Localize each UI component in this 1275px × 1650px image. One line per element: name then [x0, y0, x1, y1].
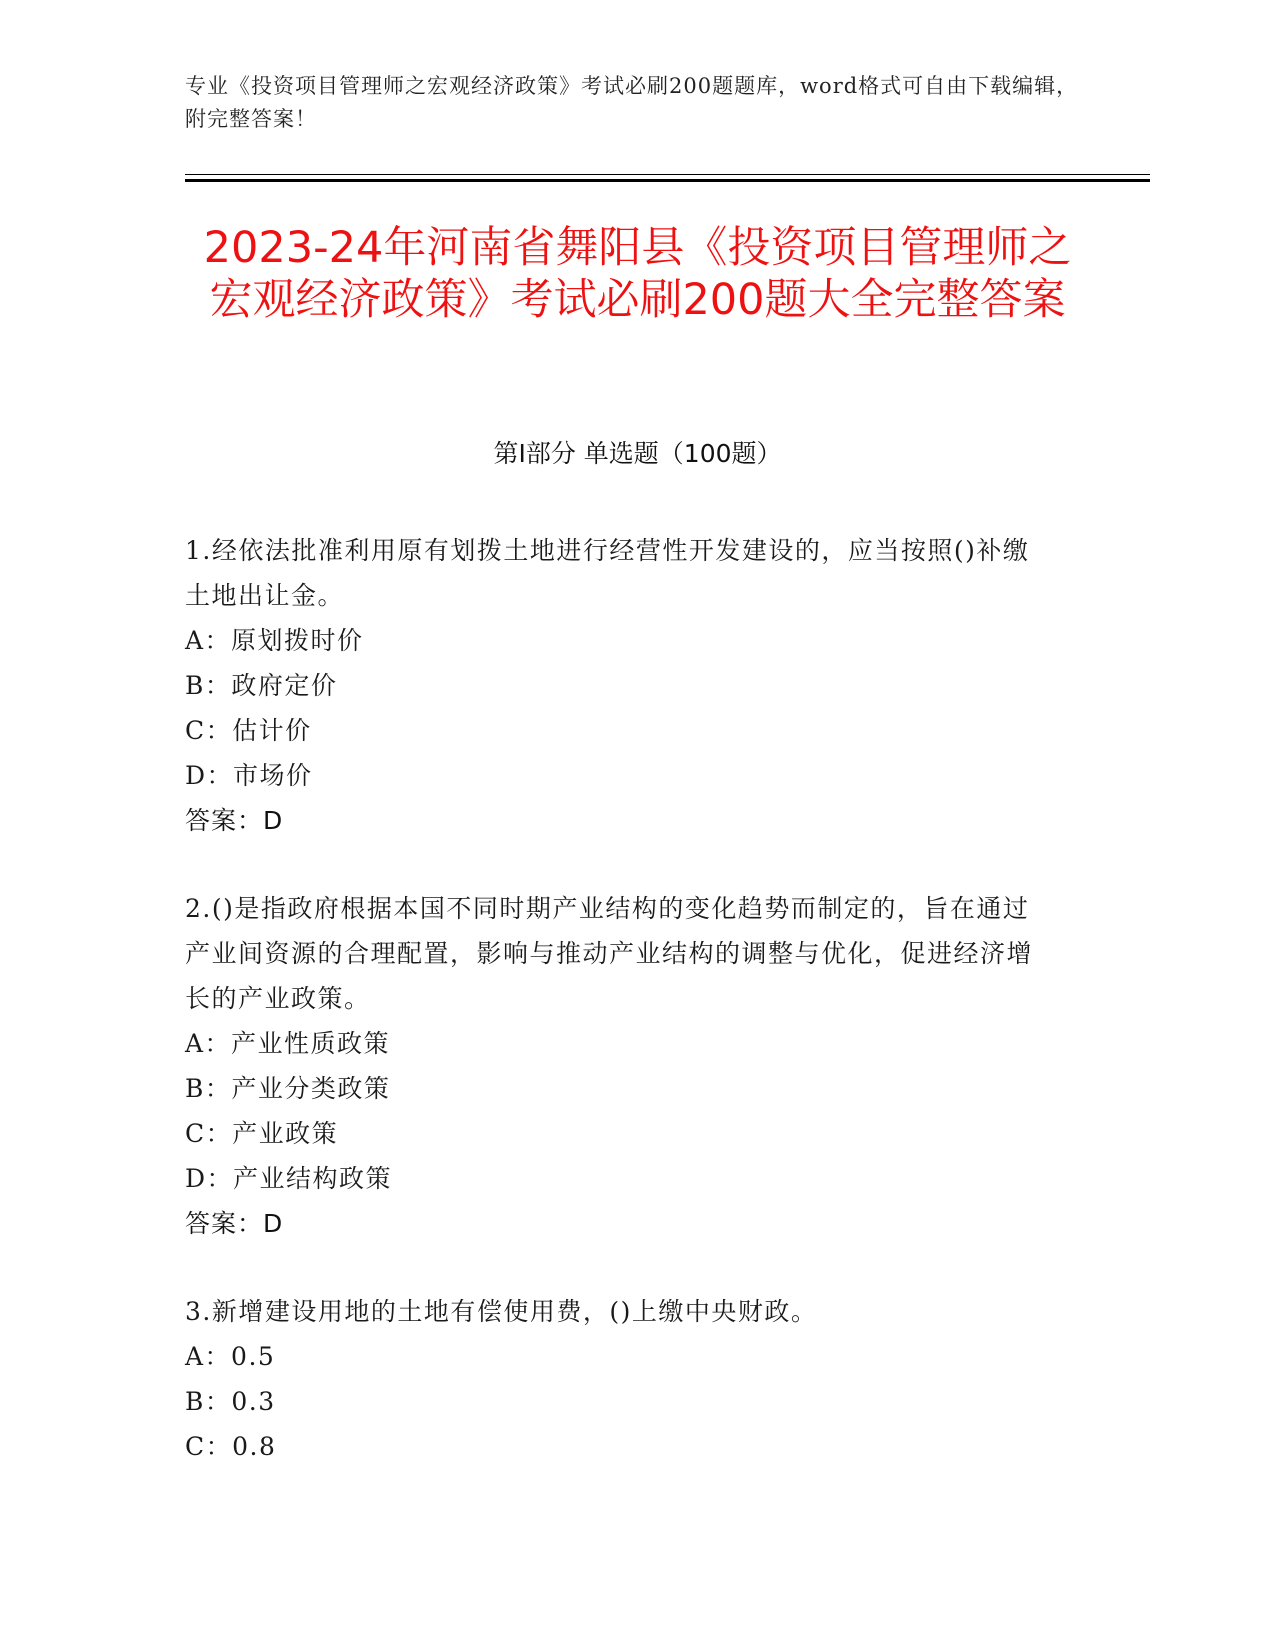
- question-option-b: B：政府定价: [185, 671, 338, 700]
- question-option-b: B：产业分类政策: [185, 1074, 391, 1103]
- question-option-a: A：产业性质政策: [185, 1029, 391, 1058]
- question-option-c: C：产业政策: [185, 1119, 339, 1148]
- question-option-a: A：0.5: [185, 1342, 276, 1371]
- question-option-c: C：估计价: [185, 716, 312, 745]
- header-divider-thin: [185, 174, 1150, 175]
- question-option-d: D：产业结构政策: [185, 1164, 393, 1193]
- section-heading: 第I部分 单选题（100题）: [493, 439, 782, 468]
- question-stem: 1.经依法批准利用原有划拨土地进行经营性开发建设的，应当按照()补缴土地出让金。: [185, 536, 1030, 610]
- question-option-b: B：0.3: [185, 1387, 276, 1416]
- question-list: [185, 528, 1055, 1512]
- question-stem: 2.()是指政府根据本国不同时期产业结构的变化趋势而制定的，旨在通过产业间资源的合理配置，影响与推动产业结构的调整与优化，促进经济增长的产业政策。: [185, 894, 1034, 1013]
- document-title: 2023-24年河南省舞阳县《投资项目管理师之宏观经济政策》考试必刷200题大全完整答案: [203, 223, 1072, 325]
- question-item: [185, 886, 1055, 1246]
- question-item: [185, 1289, 1055, 1469]
- question-answer: 答案：D: [185, 1209, 284, 1238]
- question-option-c: C：0.8: [185, 1432, 277, 1461]
- question-option-a: A：原划拨时价: [185, 626, 364, 655]
- header-divider-thick: [185, 179, 1150, 182]
- question-option-d: D：市场价: [185, 761, 313, 790]
- question-item: [185, 528, 1055, 843]
- question-stem: 3.新增建设用地的土地有偿使用费，()上缴中央财政。: [185, 1297, 818, 1326]
- question-answer: 答案：D: [185, 806, 284, 835]
- header-note: 专业《投资项目管理师之宏观经济政策》考试必刷200题题库，word格式可自由下载编辑，附完整答案！: [185, 74, 1079, 131]
